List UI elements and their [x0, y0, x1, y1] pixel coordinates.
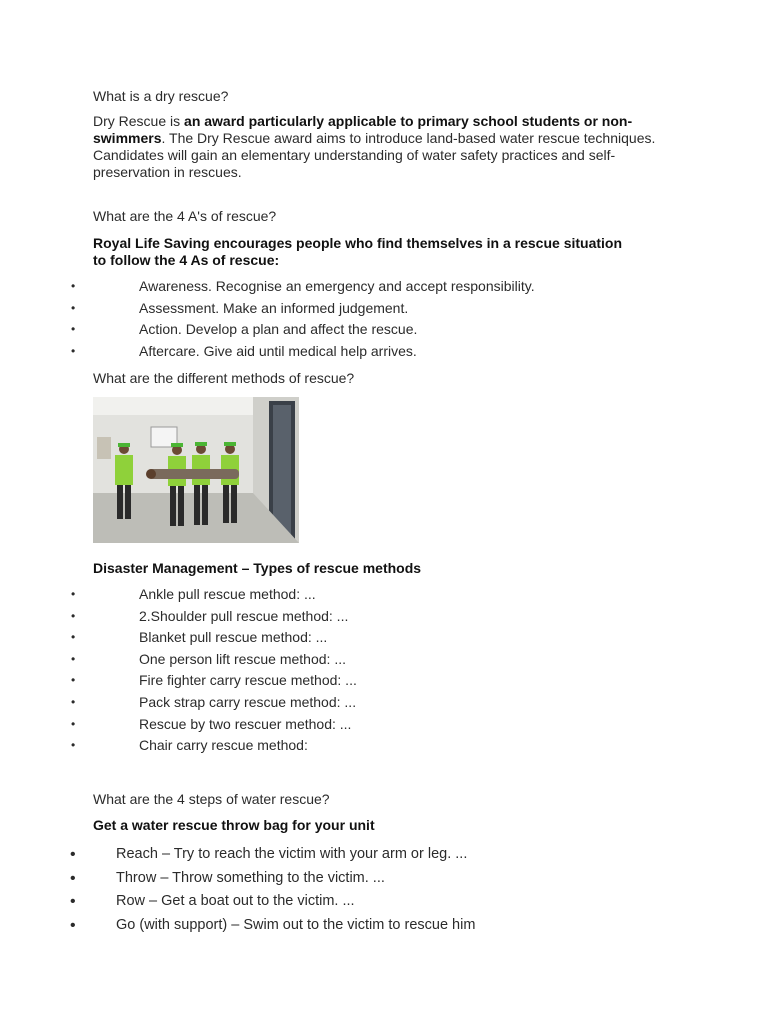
- bullet-icon: •: [71, 738, 76, 753]
- list-item: [71, 584, 357, 606]
- bullet-icon: •: [71, 300, 76, 315]
- bullet-icon: •: [71, 673, 76, 688]
- list-item-text: 2.Shoulder pull rescue method: ...: [139, 607, 349, 624]
- list-item: [70, 843, 475, 867]
- list-item-text: Blanket pull rescue method: ...: [139, 629, 328, 646]
- list-four-as: [71, 276, 535, 362]
- question-water-rescue-steps: What are the 4 steps of water rescue?: [93, 791, 330, 807]
- bullet-icon: •: [71, 694, 76, 709]
- list-item: [70, 914, 476, 938]
- list-item-text: Assessment. Make an informed judgement.: [139, 299, 409, 316]
- list-item-text: Fire fighter carry rescue method: ...: [139, 672, 357, 689]
- bullet-icon: •: [71, 343, 76, 358]
- list-item: [71, 735, 357, 757]
- list-item-text: Pack strap carry rescue method: ...: [139, 693, 357, 710]
- paragraph-bold: an award particularly applicable to primary school students or non-swimmers: [93, 113, 633, 146]
- bullet-icon: •: [71, 630, 76, 645]
- bullet-icon: •: [71, 651, 76, 666]
- list-item: [71, 627, 357, 649]
- list-item: [70, 867, 475, 891]
- question-rescue-methods: What are the different methods of rescue?: [93, 370, 355, 386]
- list-item-text: Ankle pull rescue method: ...: [139, 586, 316, 602]
- bullet-icon: •: [70, 893, 76, 911]
- bullet-icon: •: [70, 869, 76, 887]
- list-item: [71, 341, 535, 363]
- heading-water-rescue: Get a water rescue throw bag for your unit: [93, 817, 375, 833]
- list-item-text: Chair carry rescue method:: [139, 737, 308, 754]
- list-item: [71, 692, 357, 714]
- list-rescue-methods: [71, 584, 357, 757]
- list-item-text: Throw – Throw something to the victim. ...: [116, 869, 385, 886]
- bullet-icon: •: [71, 608, 76, 623]
- list-item: [71, 670, 357, 692]
- list-item: [71, 649, 357, 671]
- list-item: [71, 319, 535, 341]
- list-item-text: Reach – Try to reach the victim with your arm or leg. ...: [116, 846, 468, 862]
- paragraph-rest: . The Dry Rescue award aims to introduce land-based water rescue techniques. Candidates will gain an elementary understanding of water safety practices and self-preservation in rescues.: [93, 130, 656, 180]
- paragraph-lead: Dry Rescue is: [93, 113, 185, 129]
- list-item: [71, 298, 535, 320]
- bullet-icon: •: [71, 322, 76, 337]
- bullet-icon: •: [71, 587, 76, 601]
- list-item-text: One person lift rescue method: ...: [139, 650, 346, 667]
- list-item-text: Row – Get a boat out to the victim. ...: [116, 893, 355, 910]
- rescuers-photo: [93, 397, 299, 543]
- list-item-text: Action. Develop a plan and affect the rescue.: [139, 321, 418, 338]
- list-item-text: Rescue by two rescuer method: ...: [139, 715, 352, 732]
- paragraph-dry-rescue: [93, 113, 678, 181]
- list-item: [71, 714, 357, 736]
- list-item-text: Aftercare. Give aid until medical help arrives.: [139, 342, 417, 359]
- list-item: [70, 890, 475, 914]
- list-item-text: Go (with support) – Swim out to the victim to rescue him: [116, 917, 476, 934]
- bullet-icon: •: [70, 846, 76, 863]
- bullet-icon: •: [70, 917, 76, 935]
- heading-rescue-methods: Disaster Management – Types of rescue methods: [93, 560, 422, 576]
- paragraph-four-as: Royal Life Saving encourages people who find themselves in a rescue situation to follow the 4 As of rescue:: [93, 235, 623, 268]
- question-four-as: What are the 4 A's of rescue?: [93, 208, 277, 224]
- list-water-rescue-steps: [70, 843, 476, 938]
- question-dry-rescue: What is a dry rescue?: [93, 88, 229, 104]
- list-item: [71, 276, 535, 298]
- bullet-icon: •: [71, 716, 76, 731]
- bullet-icon: •: [71, 279, 76, 293]
- list-item-text: Awareness. Recognise an emergency and accept responsibility.: [139, 278, 535, 294]
- list-item: [71, 606, 357, 628]
